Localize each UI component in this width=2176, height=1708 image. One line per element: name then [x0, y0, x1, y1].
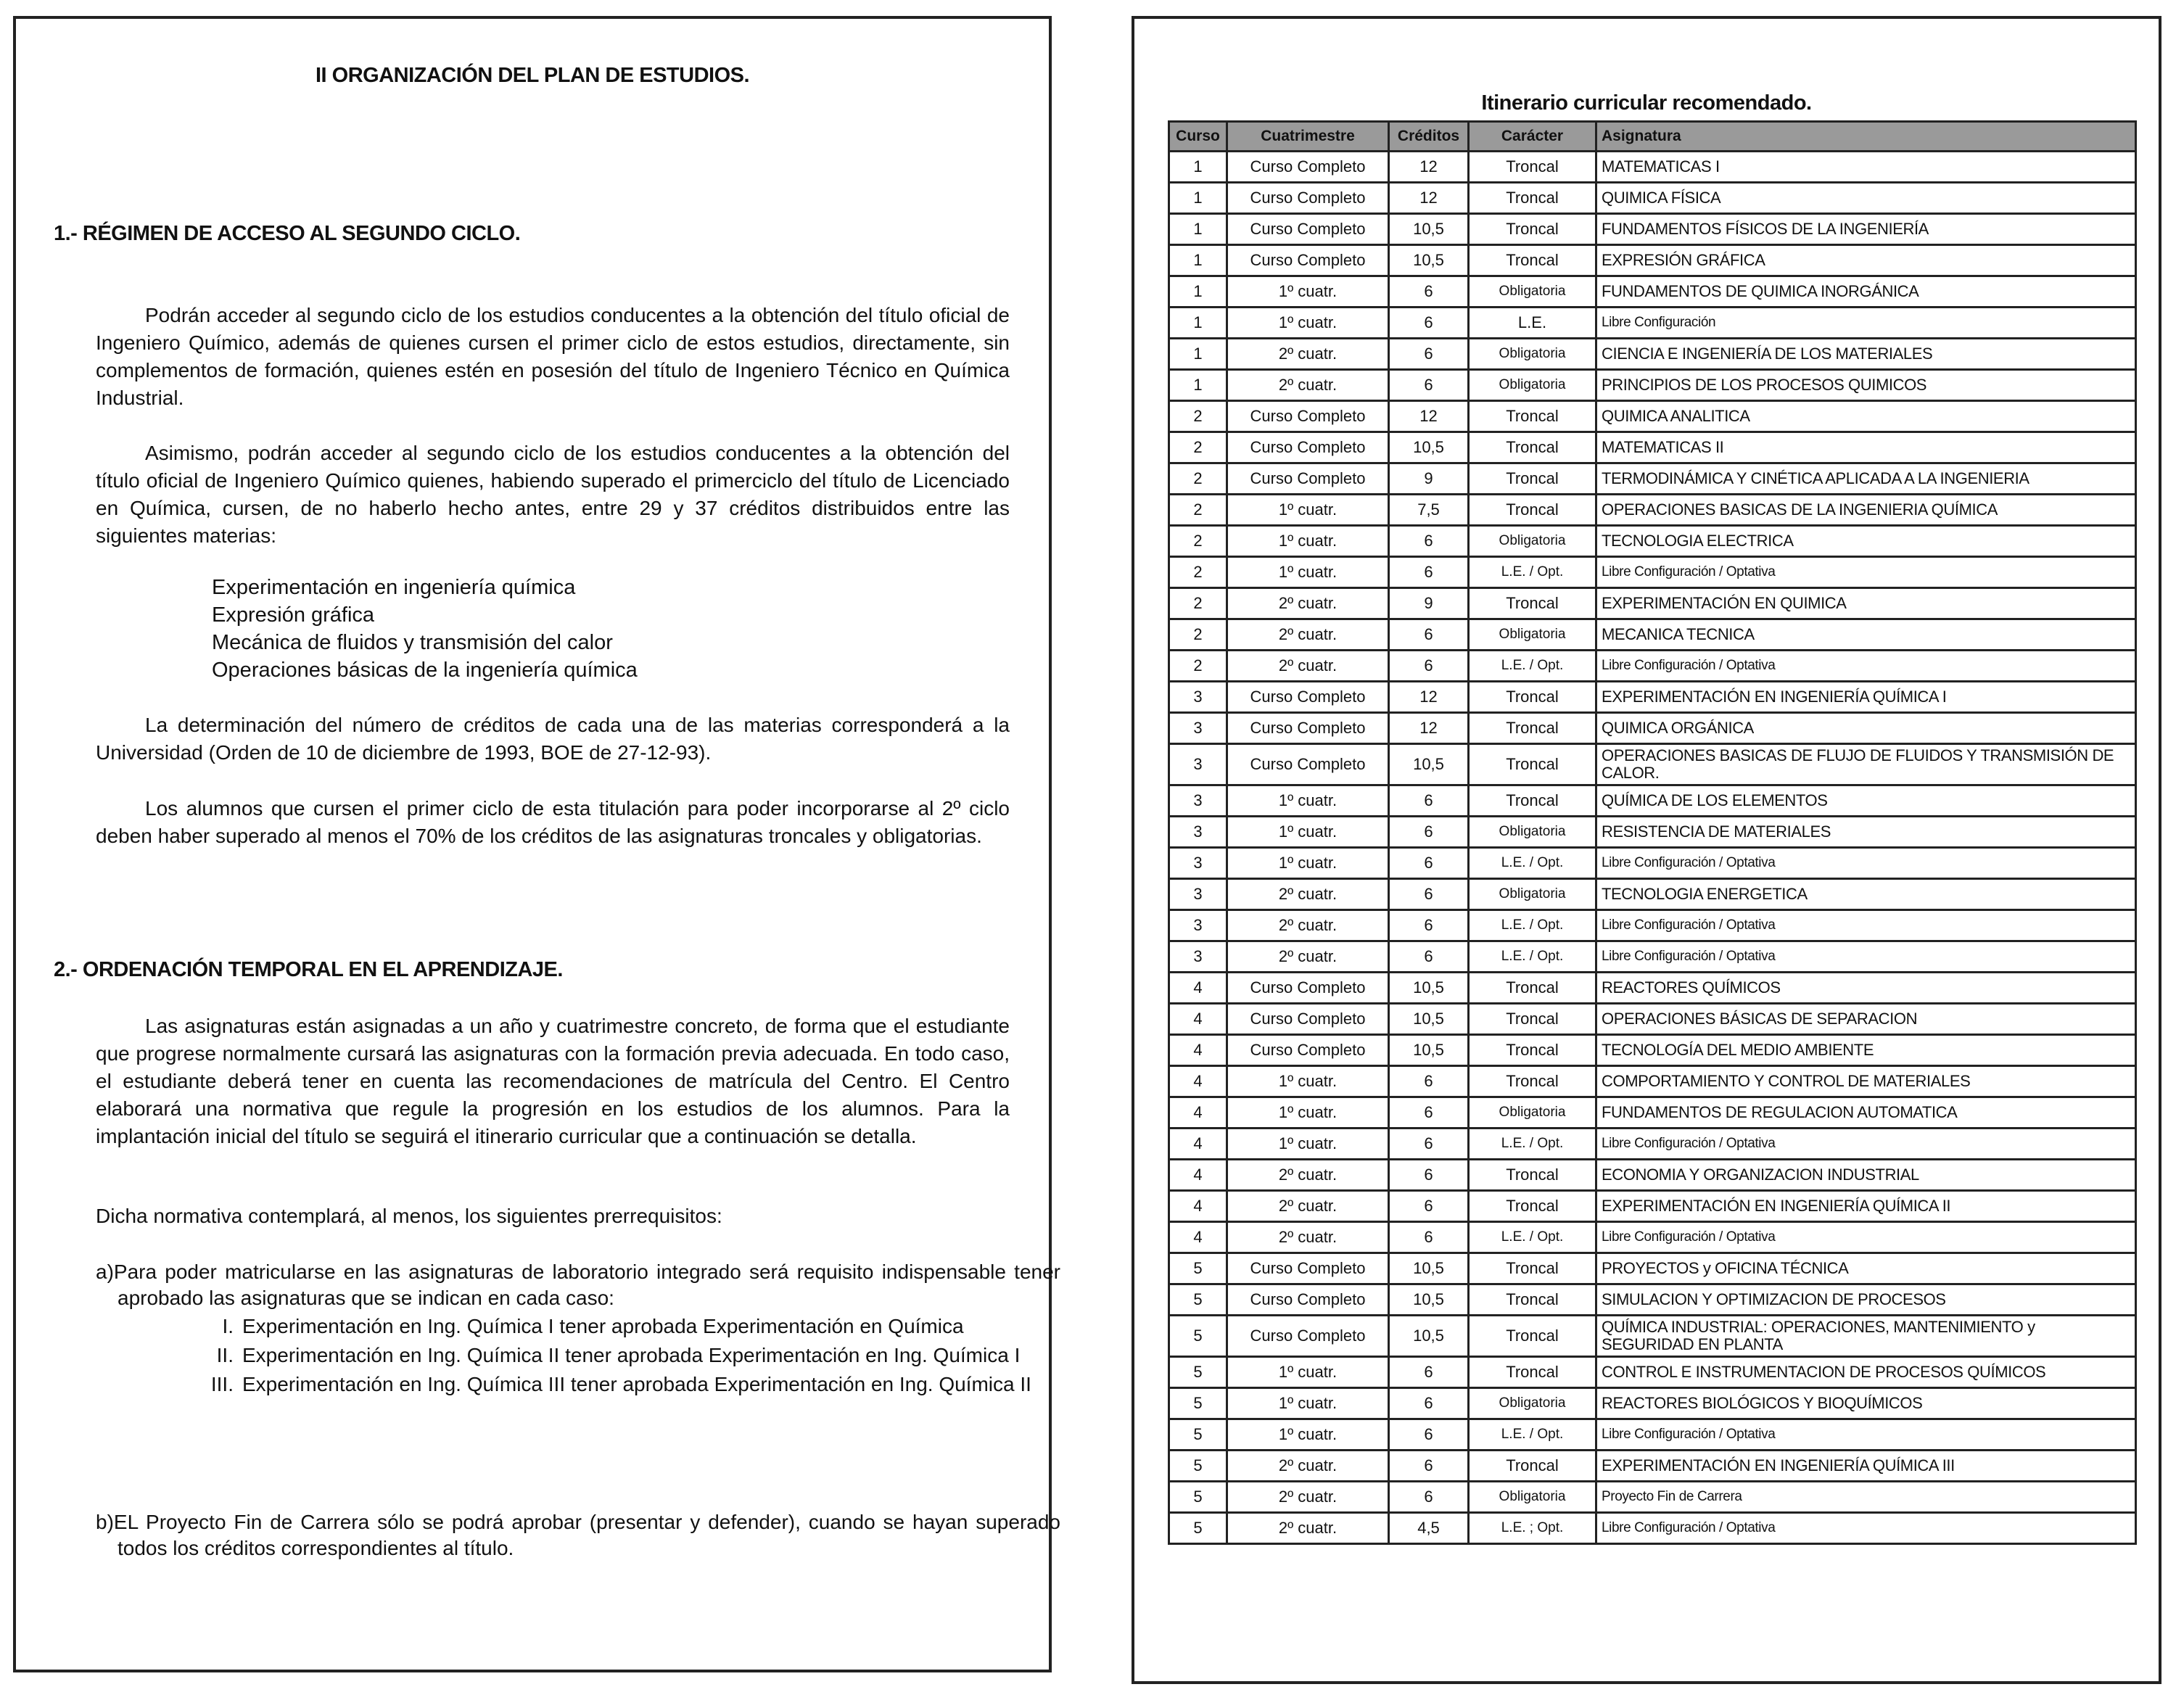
cell-creditos: 6 [1389, 1388, 1469, 1419]
cell-cuatrimestre: 2º cuatr. [1227, 370, 1389, 401]
cell-caracter: Troncal [1469, 1284, 1596, 1316]
cell-cuatrimestre: 1º cuatr. [1227, 1097, 1389, 1129]
cell-caracter: Troncal [1469, 682, 1596, 713]
cell-caracter: Troncal [1469, 744, 1596, 785]
cell-caracter: Obligatoria [1469, 526, 1596, 557]
document-title: II ORGANIZACIÓN DEL PLAN DE ESTUDIOS. [315, 64, 750, 87]
cell-caracter: Troncal [1469, 1191, 1596, 1222]
cell-creditos: 10,5 [1389, 432, 1469, 463]
cell-curso: 4 [1169, 1129, 1227, 1160]
table-row [1169, 1513, 2136, 1544]
table-row [1169, 1419, 2136, 1451]
cell-creditos: 6 [1389, 941, 1469, 973]
cell-asignatura: OPERACIONES BÁSICAS DE SEPARACION [1596, 1004, 2136, 1035]
table-row [1169, 1191, 2136, 1222]
cell-caracter: Troncal [1469, 1160, 1596, 1191]
cell-curso: 3 [1169, 941, 1227, 973]
cell-asignatura: Libre Configuración / Optativa [1596, 557, 2136, 588]
cell-creditos: 6 [1389, 1451, 1469, 1482]
prerequisite-item: II. Experimentación en Ing. Química II tener aprobada Experimentación en Ing. Química I [216, 1344, 1021, 1366]
table-row [1169, 1222, 2136, 1253]
cell-caracter: L.E. / Opt. [1469, 651, 1596, 682]
cell-caracter: Troncal [1469, 713, 1596, 744]
table-row [1169, 1451, 2136, 1482]
cell-asignatura: FUNDAMENTOS DE REGULACION AUTOMATICA [1596, 1097, 2136, 1129]
table-row [1169, 401, 2136, 432]
table-row [1169, 619, 2136, 651]
cell-curso: 2 [1169, 432, 1227, 463]
cell-caracter: Obligatoria [1469, 619, 1596, 651]
cell-cuatrimestre: 2º cuatr. [1227, 1482, 1389, 1513]
table-row [1169, 1388, 2136, 1419]
cell-asignatura: Libre Configuración [1596, 308, 2136, 339]
cell-creditos: 12 [1389, 152, 1469, 183]
cell-curso: 1 [1169, 370, 1227, 401]
cell-cuatrimestre: Curso Completo [1227, 245, 1389, 276]
cell-caracter: Troncal [1469, 1035, 1596, 1066]
cell-asignatura: Libre Configuración / Optativa [1596, 848, 2136, 879]
cell-curso: 3 [1169, 817, 1227, 848]
cell-asignatura: MATEMATICAS II [1596, 432, 2136, 463]
cell-curso: 2 [1169, 588, 1227, 619]
cell-caracter: Obligatoria [1469, 1097, 1596, 1129]
table-row [1169, 941, 2136, 973]
cell-asignatura: CIENCIA E INGENIERÍA DE LOS MATERIALES [1596, 339, 2136, 370]
cell-caracter: L.E. / Opt. [1469, 848, 1596, 879]
table-title: Itinerario curricular recomendado. [1481, 91, 1812, 115]
prerequisite-item: I. Experimentación en Ing. Química I tener aprobada Experimentación en Química [222, 1315, 964, 1337]
materia-item: Experimentación en ingeniería química [212, 576, 576, 599]
cell-caracter: Troncal [1469, 1004, 1596, 1035]
cell-asignatura: RESISTENCIA DE MATERIALES [1596, 817, 2136, 848]
table-row [1169, 1066, 2136, 1097]
cell-creditos: 10,5 [1389, 1253, 1469, 1284]
cell-cuatrimestre: 1º cuatr. [1227, 495, 1389, 526]
cell-cuatrimestre: Curso Completo [1227, 744, 1389, 785]
table-row [1169, 370, 2136, 401]
cell-creditos: 12 [1389, 713, 1469, 744]
section-2-paragraph-2: Dicha normativa contemplará, al menos, los siguientes prerrequisitos: [96, 1205, 722, 1227]
cell-curso: 4 [1169, 1035, 1227, 1066]
table-row [1169, 1004, 2136, 1035]
table-row [1169, 879, 2136, 910]
cell-cuatrimestre: Curso Completo [1227, 152, 1389, 183]
cell-asignatura: TERMODINÁMICA Y CINÉTICA APLICADA A LA INGENIERIA [1596, 463, 2136, 495]
cell-creditos: 10,5 [1389, 1004, 1469, 1035]
cell-caracter: Obligatoria [1469, 1482, 1596, 1513]
cell-cuatrimestre: 1º cuatr. [1227, 817, 1389, 848]
cell-caracter: Troncal [1469, 1451, 1596, 1482]
table-row [1169, 526, 2136, 557]
cell-creditos: 9 [1389, 588, 1469, 619]
cell-curso: 5 [1169, 1388, 1227, 1419]
cell-creditos: 6 [1389, 785, 1469, 817]
table-row [1169, 785, 2136, 817]
cell-cuatrimestre: 1º cuatr. [1227, 1388, 1389, 1419]
cell-curso: 3 [1169, 713, 1227, 744]
cell-caracter: L.E. [1469, 308, 1596, 339]
table-row [1169, 1160, 2136, 1191]
table-row [1169, 1316, 2136, 1357]
cell-curso: 4 [1169, 1191, 1227, 1222]
cell-cuatrimestre: Curso Completo [1227, 401, 1389, 432]
table-row [1169, 214, 2136, 245]
cell-creditos: 6 [1389, 1191, 1469, 1222]
cell-creditos: 10,5 [1389, 245, 1469, 276]
cell-curso: 3 [1169, 744, 1227, 785]
header-caracter: Carácter [1469, 122, 1596, 152]
cell-asignatura: FUNDAMENTOS DE QUIMICA INORGÁNICA [1596, 276, 2136, 308]
cell-cuatrimestre: 1º cuatr. [1227, 785, 1389, 817]
cell-asignatura: EXPERIMENTACIÓN EN INGENIERÍA QUÍMICA II [1596, 1191, 2136, 1222]
table-row [1169, 651, 2136, 682]
cell-asignatura: ECONOMIA Y ORGANIZACION INDUSTRIAL [1596, 1160, 2136, 1191]
cell-creditos: 6 [1389, 1222, 1469, 1253]
cell-cuatrimestre: 1º cuatr. [1227, 1357, 1389, 1388]
table-row [1169, 910, 2136, 941]
section-1-paragraph-3: La determinación del número de créditos de cada una de las materias corresponderá a la Universidad (Orden de 10 de diciembre de 1993, BOE de 27-12-93). [96, 714, 1010, 764]
section-1-heading: 1.- RÉGIMEN DE ACCESO AL SEGUNDO CICLO. [54, 222, 521, 245]
cell-curso: 5 [1169, 1451, 1227, 1482]
cell-curso: 4 [1169, 1222, 1227, 1253]
table-body [1169, 152, 2136, 1544]
cell-curso: 5 [1169, 1482, 1227, 1513]
cell-caracter: L.E. / Opt. [1469, 910, 1596, 941]
table-row [1169, 183, 2136, 214]
cell-asignatura: Libre Configuración / Optativa [1596, 651, 2136, 682]
cell-creditos: 6 [1389, 619, 1469, 651]
cell-cuatrimestre: 1º cuatr. [1227, 557, 1389, 588]
cell-curso: 4 [1169, 973, 1227, 1004]
cell-curso: 2 [1169, 651, 1227, 682]
cell-curso: 5 [1169, 1253, 1227, 1284]
cell-curso: 2 [1169, 401, 1227, 432]
cell-caracter: L.E. / Opt. [1469, 1222, 1596, 1253]
cell-creditos: 6 [1389, 1066, 1469, 1097]
cell-cuatrimestre: 2º cuatr. [1227, 910, 1389, 941]
cell-cuatrimestre: 1º cuatr. [1227, 1129, 1389, 1160]
cell-asignatura: Libre Configuración / Optativa [1596, 1419, 2136, 1451]
cell-cuatrimestre: 1º cuatr. [1227, 1419, 1389, 1451]
cell-cuatrimestre: 2º cuatr. [1227, 1191, 1389, 1222]
cell-asignatura: QUÍMICA INDUSTRIAL: OPERACIONES, MANTENIMIENTO y SEGURIDAD EN PLANTA [1596, 1316, 2136, 1357]
cell-caracter: Obligatoria [1469, 339, 1596, 370]
cell-creditos: 7,5 [1389, 495, 1469, 526]
cell-asignatura: Libre Configuración / Optativa [1596, 910, 2136, 941]
cell-creditos: 9 [1389, 463, 1469, 495]
cell-curso: 2 [1169, 526, 1227, 557]
cell-curso: 1 [1169, 308, 1227, 339]
cell-cuatrimestre: Curso Completo [1227, 1004, 1389, 1035]
cell-creditos: 12 [1389, 183, 1469, 214]
table-row [1169, 1482, 2136, 1513]
cell-curso: 2 [1169, 495, 1227, 526]
cell-creditos: 6 [1389, 1357, 1469, 1388]
cell-asignatura: REACTORES QUÍMICOS [1596, 973, 2136, 1004]
table-row [1169, 1253, 2136, 1284]
cell-caracter: Troncal [1469, 1357, 1596, 1388]
cell-creditos: 6 [1389, 1160, 1469, 1191]
cell-creditos: 6 [1389, 557, 1469, 588]
cell-curso: 4 [1169, 1097, 1227, 1129]
cell-curso: 3 [1169, 879, 1227, 910]
cell-curso: 4 [1169, 1004, 1227, 1035]
cell-caracter: Obligatoria [1469, 817, 1596, 848]
left-page [13, 16, 1060, 1672]
cell-asignatura: Libre Configuración / Optativa [1596, 1129, 2136, 1160]
cell-curso: 5 [1169, 1357, 1227, 1388]
cell-caracter: L.E. / Opt. [1469, 557, 1596, 588]
cell-cuatrimestre: Curso Completo [1227, 463, 1389, 495]
cell-creditos: 6 [1389, 879, 1469, 910]
cell-asignatura: QUIMICA ANALITICA [1596, 401, 2136, 432]
cell-asignatura: MATEMATICAS I [1596, 152, 2136, 183]
cell-cuatrimestre: 2º cuatr. [1227, 1451, 1389, 1482]
cell-caracter: L.E. / Opt. [1469, 1129, 1596, 1160]
cell-asignatura: QUIMICA FÍSICA [1596, 183, 2136, 214]
cell-creditos: 12 [1389, 401, 1469, 432]
cell-caracter: Troncal [1469, 588, 1596, 619]
cell-asignatura: TECNOLOGÍA DEL MEDIO AMBIENTE [1596, 1035, 2136, 1066]
cell-creditos: 6 [1389, 1129, 1469, 1160]
cell-cuatrimestre: 2º cuatr. [1227, 339, 1389, 370]
table-row [1169, 245, 2136, 276]
prerequisite-item: III. Experimentación en Ing. Química III tener aprobada Experimentación en Ing. Química II [210, 1373, 1031, 1395]
materia-item: Expresión gráfica [212, 603, 375, 627]
cell-curso: 3 [1169, 848, 1227, 879]
cell-asignatura: TECNOLOGIA ELECTRICA [1596, 526, 2136, 557]
cell-cuatrimestre: Curso Completo [1227, 682, 1389, 713]
cell-caracter: Troncal [1469, 1253, 1596, 1284]
header-curso: Curso [1169, 122, 1227, 152]
cell-asignatura: SIMULACION Y OPTIMIZACION DE PROCESOS [1596, 1284, 2136, 1316]
cell-cuatrimestre: 2º cuatr. [1227, 879, 1389, 910]
cell-curso: 1 [1169, 183, 1227, 214]
cell-curso: 5 [1169, 1513, 1227, 1544]
cell-caracter: Troncal [1469, 973, 1596, 1004]
cell-asignatura: PROYECTOS y OFICINA TÉCNICA [1596, 1253, 2136, 1284]
cell-cuatrimestre: 1º cuatr. [1227, 308, 1389, 339]
table-row [1169, 1097, 2136, 1129]
cell-creditos: 12 [1389, 682, 1469, 713]
cell-asignatura: OPERACIONES BASICAS DE FLUJO DE FLUIDOS Y TRANSMISIÓN DE CALOR. [1596, 744, 2136, 785]
table-row [1169, 495, 2136, 526]
cell-creditos: 6 [1389, 370, 1469, 401]
cell-curso: 3 [1169, 682, 1227, 713]
cell-cuatrimestre: 2º cuatr. [1227, 588, 1389, 619]
table-row [1169, 339, 2136, 370]
materias-list [212, 574, 638, 684]
cell-asignatura: FUNDAMENTOS FÍSICOS DE LA INGENIERÍA [1596, 214, 2136, 245]
cell-asignatura: COMPORTAMIENTO Y CONTROL DE MATERIALES [1596, 1066, 2136, 1097]
table-row [1169, 973, 2136, 1004]
cell-creditos: 6 [1389, 1482, 1469, 1513]
cell-asignatura: Libre Configuración / Optativa [1596, 941, 2136, 973]
cell-curso: 1 [1169, 245, 1227, 276]
prerequisites-list [197, 1313, 1031, 1400]
table-row [1169, 1129, 2136, 1160]
cell-creditos: 6 [1389, 848, 1469, 879]
cell-creditos: 10,5 [1389, 214, 1469, 245]
cell-caracter: Troncal [1469, 183, 1596, 214]
cell-cuatrimestre: 1º cuatr. [1227, 1066, 1389, 1097]
cell-creditos: 6 [1389, 276, 1469, 308]
cell-asignatura: REACTORES BIOLÓGICOS Y BIOQUÍMICOS [1596, 1388, 2136, 1419]
cell-caracter: Troncal [1469, 463, 1596, 495]
section-2-paragraph-1: Las asignaturas están asignadas a un año y cuatrimestre concreto, de forma que el estudiante que progrese normalmente cursará las asignaturas con la formación previa adecuada. En todo caso, el estudiante deberá tener en cuenta las recomendaciones de matrícula del Centro. El Centro elaborará una normativa que regule la progresión en los estudios de los alumnos. Para la implantación inicial del título se seguirá el itinerario curricular que a continuación se detalla. [96, 1015, 1010, 1147]
cell-asignatura: EXPERIMENTACIÓN EN INGENIERÍA QUÍMICA III [1596, 1451, 2136, 1482]
cell-caracter: Troncal [1469, 432, 1596, 463]
cell-cuatrimestre: 2º cuatr. [1227, 1513, 1389, 1544]
table-row [1169, 848, 2136, 879]
cell-creditos: 6 [1389, 651, 1469, 682]
cell-curso: 4 [1169, 1066, 1227, 1097]
cell-caracter: L.E. / Opt. [1469, 941, 1596, 973]
cell-creditos: 10,5 [1389, 744, 1469, 785]
cell-cuatrimestre: Curso Completo [1227, 1284, 1389, 1316]
cell-asignatura: OPERACIONES BASICAS DE LA INGENIERIA QUÍMICA [1596, 495, 2136, 526]
cell-creditos: 6 [1389, 339, 1469, 370]
cell-cuatrimestre: Curso Completo [1227, 214, 1389, 245]
table-row [1169, 744, 2136, 785]
table-row [1169, 152, 2136, 183]
cell-asignatura: EXPERIMENTACIÓN EN INGENIERÍA QUÍMICA I [1596, 682, 2136, 713]
cell-cuatrimestre: 1º cuatr. [1227, 848, 1389, 879]
cell-caracter: L.E. ; Opt. [1469, 1513, 1596, 1544]
cell-cuatrimestre: 2º cuatr. [1227, 941, 1389, 973]
cell-curso: 1 [1169, 152, 1227, 183]
cell-asignatura: MECANICA TECNICA [1596, 619, 2136, 651]
cell-caracter: Obligatoria [1469, 879, 1596, 910]
table-row [1169, 557, 2136, 588]
cell-cuatrimestre: Curso Completo [1227, 973, 1389, 1004]
cell-caracter: Troncal [1469, 401, 1596, 432]
prerequisite-a: a)Para poder matricularse en las asignaturas de laboratorio integrado será requisito indispensable tener aprobado las asignaturas que se indican en cada caso: [96, 1261, 1060, 1309]
cell-caracter: Obligatoria [1469, 370, 1596, 401]
cell-caracter: L.E. / Opt. [1469, 1419, 1596, 1451]
table-row [1169, 1284, 2136, 1316]
cell-curso: 1 [1169, 276, 1227, 308]
cell-asignatura: QUIMICA ORGÁNICA [1596, 713, 2136, 744]
cell-cuatrimestre: 2º cuatr. [1227, 1160, 1389, 1191]
section-2-heading: 2.- ORDENACIÓN TEMPORAL EN EL APRENDIZAJE. [54, 958, 563, 981]
table-row [1169, 308, 2136, 339]
cell-caracter: Troncal [1469, 214, 1596, 245]
cell-creditos: 6 [1389, 526, 1469, 557]
right-page [1132, 16, 2161, 1684]
prerequisite-b: b)EL Proyecto Fin de Carrera sólo se podrá aprobar (presentar y defender), cuando se hayan superado todos los créditos correspondientes al título. [96, 1511, 1060, 1559]
cell-cuatrimestre: Curso Completo [1227, 1316, 1389, 1357]
cell-cuatrimestre: 1º cuatr. [1227, 526, 1389, 557]
section-1-paragraph-4: Los alumnos que cursen el primer ciclo de esta titulación para poder incorporarse al 2º ciclo deben haber superado al menos el 70% de los créditos de las asignaturas troncales y obligatorias. [96, 797, 1010, 847]
table-row [1169, 1035, 2136, 1066]
cell-cuatrimestre: Curso Completo [1227, 183, 1389, 214]
table-row [1169, 682, 2136, 713]
cell-asignatura: TECNOLOGIA ENERGETICA [1596, 879, 2136, 910]
cell-caracter: Troncal [1469, 495, 1596, 526]
table-row [1169, 1357, 2136, 1388]
table-row [1169, 432, 2136, 463]
header-creditos: Créditos [1389, 122, 1469, 152]
cell-asignatura: EXPRESIÓN GRÁFICA [1596, 245, 2136, 276]
cell-caracter: Troncal [1469, 785, 1596, 817]
cell-cuatrimestre: 2º cuatr. [1227, 651, 1389, 682]
cell-creditos: 6 [1389, 1097, 1469, 1129]
cell-creditos: 10,5 [1389, 1316, 1469, 1357]
cell-curso: 5 [1169, 1316, 1227, 1357]
table-row [1169, 276, 2136, 308]
cell-asignatura: QUÍMICA DE LOS ELEMENTOS [1596, 785, 2136, 817]
cell-asignatura: Proyecto Fin de Carrera [1596, 1482, 2136, 1513]
cell-cuatrimestre: 2º cuatr. [1227, 1222, 1389, 1253]
cell-asignatura: PRINCIPIOS DE LOS PROCESOS QUIMICOS [1596, 370, 2136, 401]
materia-item: Mecánica de fluidos y transmisión del calor [212, 631, 613, 654]
cell-caracter: Troncal [1469, 1066, 1596, 1097]
cell-creditos: 4,5 [1389, 1513, 1469, 1544]
itinerary-table [1168, 120, 2137, 1545]
cell-creditos: 10,5 [1389, 973, 1469, 1004]
cell-curso: 5 [1169, 1284, 1227, 1316]
cell-curso: 2 [1169, 619, 1227, 651]
cell-cuatrimestre: Curso Completo [1227, 1253, 1389, 1284]
cell-creditos: 10,5 [1389, 1284, 1469, 1316]
cell-asignatura: EXPERIMENTACIÓN EN QUIMICA [1596, 588, 2136, 619]
cell-curso: 4 [1169, 1160, 1227, 1191]
cell-creditos: 6 [1389, 817, 1469, 848]
cell-caracter: Troncal [1469, 1316, 1596, 1357]
cell-asignatura: Libre Configuración / Optativa [1596, 1222, 2136, 1253]
header-cuatrimestre: Cuatrimestre [1227, 122, 1389, 152]
cell-asignatura: Libre Configuración / Optativa [1596, 1513, 2136, 1544]
cell-caracter: Obligatoria [1469, 276, 1596, 308]
cell-curso: 5 [1169, 1419, 1227, 1451]
cell-asignatura: CONTROL E INSTRUMENTACION DE PROCESOS QUÍMICOS [1596, 1357, 2136, 1388]
table-row [1169, 463, 2136, 495]
materia-item: Operaciones básicas de la ingeniería química [212, 659, 638, 682]
cell-caracter: Troncal [1469, 245, 1596, 276]
cell-curso: 3 [1169, 785, 1227, 817]
cell-creditos: 6 [1389, 1419, 1469, 1451]
cell-caracter: Troncal [1469, 152, 1596, 183]
cell-caracter: Obligatoria [1469, 1388, 1596, 1419]
cell-curso: 1 [1169, 214, 1227, 245]
cell-cuatrimestre: Curso Completo [1227, 432, 1389, 463]
table-header-row [1169, 122, 2136, 152]
cell-cuatrimestre: 2º cuatr. [1227, 619, 1389, 651]
cell-curso: 1 [1169, 339, 1227, 370]
cell-creditos: 10,5 [1389, 1035, 1469, 1066]
table-row [1169, 713, 2136, 744]
section-1-paragraph-1: Podrán acceder al segundo ciclo de los estudios conducentes a la obtención del título oficial de Ingeniero Químico, además de quienes cursen el primer ciclo de estos estudios, directamente, sin complementos de formación, quienes estén en posesión del título de Ingeniero Técnico en Química Industrial. [96, 304, 1010, 409]
cell-curso: 2 [1169, 463, 1227, 495]
cell-curso: 3 [1169, 910, 1227, 941]
cell-creditos: 6 [1389, 910, 1469, 941]
cell-cuatrimestre: 1º cuatr. [1227, 276, 1389, 308]
cell-cuatrimestre: Curso Completo [1227, 713, 1389, 744]
cell-cuatrimestre: Curso Completo [1227, 1035, 1389, 1066]
table-row [1169, 588, 2136, 619]
cell-creditos: 6 [1389, 308, 1469, 339]
table-row [1169, 817, 2136, 848]
header-asignatura: Asignatura [1596, 122, 2136, 152]
section-1-paragraph-2: Asimismo, podrán acceder al segundo ciclo de los estudios conducentes a la obtención del título oficial de Ingeniero Químico quienes, habiendo superado el primerciclo del título de Licenciado en Química, cursen, de no haberlo hecho antes, entre 29 y 37 créditos distribuidos entre las siguientes materias: [96, 442, 1010, 547]
cell-curso: 2 [1169, 557, 1227, 588]
